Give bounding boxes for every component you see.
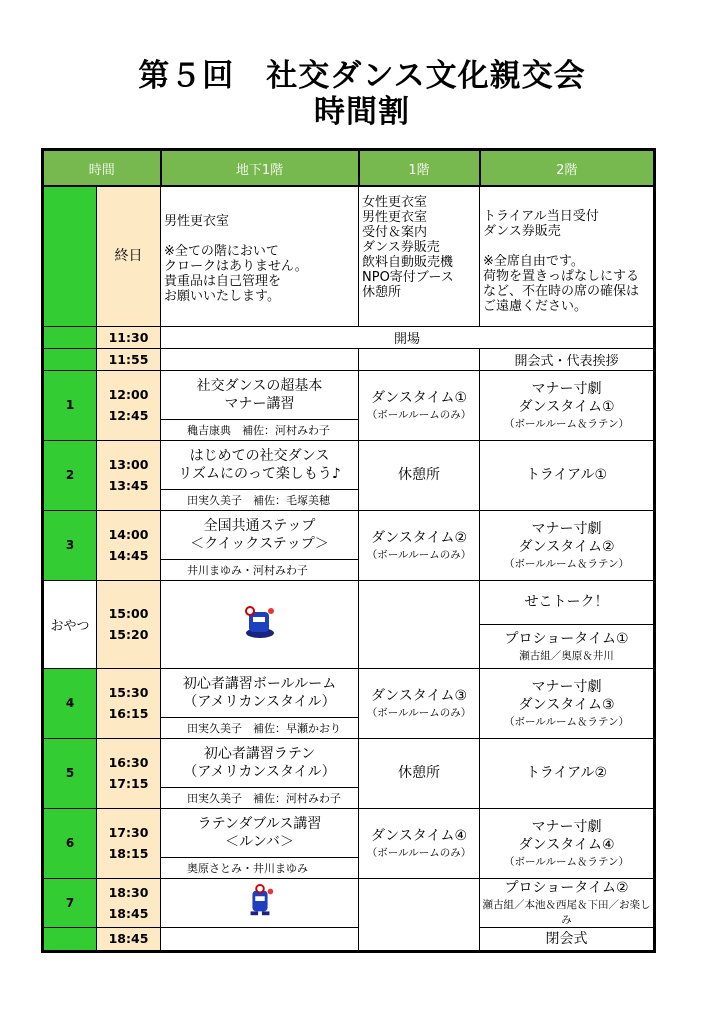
session-3-row	[43, 510, 655, 559]
allday-f1: 女性更衣室 男性更衣室 受付＆案内 ダンス券販売 飲料自動販売機 NPO寄付ブース 休憩所	[359, 186, 480, 326]
session-3-f1: ダンスタイム② （ボールルームのみ）	[359, 510, 480, 580]
opening-cell: 開場	[161, 326, 655, 348]
session-6-b1: ラテンダブルス講習 ＜ルンバ＞	[161, 808, 359, 857]
session-1-f2: マナー寸劇 ダンスタイム① （ボールルーム＆ラテン）	[480, 370, 655, 440]
session-1-b1: 社交ダンスの超基本 マナー講習	[161, 370, 359, 419]
session-2-f2: トライアル①	[480, 440, 655, 510]
session-5-f1: 休憩所	[359, 738, 480, 808]
session-5-staff: 田実久美子 補佐：河村みわ子	[161, 787, 359, 808]
row-1155	[43, 348, 655, 370]
opening-ceremony: 開会式・代表挨拶	[480, 348, 655, 370]
session-4-f2: マナー寸劇 ダンスタイム③ （ボールルーム＆ラテン）	[480, 668, 655, 738]
time-1155: 11:55	[97, 348, 161, 370]
session-7-row	[43, 878, 655, 927]
session-1-f1: ダンスタイム① （ボールルームのみ）	[359, 370, 480, 440]
time-1845: 18:45	[97, 927, 161, 951]
row-1845	[43, 927, 655, 951]
session-2-staff: 田実久美子 補佐：毛塚美穂	[161, 489, 359, 510]
seko-talk: せこトーク！	[480, 580, 655, 624]
session-6-number: 6	[43, 808, 97, 878]
time-1130: 11:30	[97, 326, 161, 348]
page-subtitle: 時間割	[314, 94, 410, 130]
session-4-time: 15:30 16:15	[97, 668, 161, 738]
timetable	[41, 148, 656, 953]
session-4-b1: 初心者講習ボールルーム （アメリカンスタイル）	[161, 668, 359, 717]
snack-row	[43, 580, 655, 624]
session-6-row	[43, 808, 655, 857]
header-time: 時間	[43, 150, 161, 187]
session-1-number: 1	[43, 370, 97, 440]
session-7-number: 7	[43, 878, 97, 927]
session-3-staff: 井川まゆみ・河村みわ子	[161, 559, 359, 580]
session-5-b1: 初心者講習ラテン （アメリカンスタイル）	[161, 738, 359, 787]
header-f1: 1階	[359, 150, 480, 187]
session-2-time: 13:00 13:45	[97, 440, 161, 510]
session-4-f1: ダンスタイム③ （ボールルームのみ）	[359, 668, 480, 738]
session-1-staff: 穐吉康典 補佐：河村みわ子	[161, 419, 359, 440]
session-2-row	[43, 440, 655, 489]
snack-b1	[161, 580, 359, 668]
snack-time: 15:00 15:20	[97, 580, 161, 668]
allday-label: 終日	[97, 186, 161, 326]
header-f2: 2階	[480, 150, 655, 187]
session-3-f2: マナー寸劇 ダンスタイム② （ボールルーム＆ラテン）	[480, 510, 655, 580]
session-4-number: 4	[43, 668, 97, 738]
session-7-b1	[161, 878, 359, 927]
page-title: 第５回 社交ダンス文化親交会	[138, 58, 586, 94]
allday-row	[43, 186, 655, 326]
session-5-number: 5	[43, 738, 97, 808]
session-5-f2: トライアル②	[480, 738, 655, 808]
snack-label: おやつ	[43, 580, 97, 668]
session-4-row	[43, 668, 655, 717]
session-3-number: 3	[43, 510, 97, 580]
allday-f2: トライアル当日受付 ダンス券販売 ※全席自由です。 荷物を置きっぱなしにする など、不在時の席の確保は ご遠慮ください。	[480, 186, 655, 326]
session-6-f2: マナー寸劇 ダンスタイム④ （ボールルーム＆ラテン）	[480, 808, 655, 878]
session-2-number: 2	[43, 440, 97, 510]
session-1-row	[43, 370, 655, 419]
pro-show-1: プロショータイム① 瀬古組／奥原＆井川	[480, 624, 655, 668]
session-6-f1: ダンスタイム④ （ボールルームのみ）	[359, 808, 480, 878]
session-6-staff: 奥原さとみ・井川まゆみ	[161, 857, 359, 878]
session-2-f1: 休憩所	[359, 440, 480, 510]
session-7-time: 18:30 18:45	[97, 878, 161, 927]
closing-ceremony: 閉会式	[480, 927, 655, 951]
session-3-b1: 全国共通ステップ ＜クイックステップ＞	[161, 510, 359, 559]
mascot-icon	[240, 603, 280, 641]
mascot-icon	[241, 883, 279, 919]
session-4-staff: 田実久美子 補佐：早瀬かおり	[161, 717, 359, 738]
session-5-time: 16:30 17:15	[97, 738, 161, 808]
header-row	[43, 150, 655, 187]
session-2-b1: はじめての社交ダンス リズムにのって楽しもう♪	[161, 440, 359, 489]
session-5-row	[43, 738, 655, 787]
allday-b1: 男性更衣室 ※全ての階において クロークはありません。 貴重品は自己管理を お願いいたします。	[161, 186, 359, 326]
pro-show-2: プロショータイム② 瀬古組／本池＆西尾＆下田／お楽しみ	[480, 878, 655, 927]
header-b1: 地下1階	[161, 150, 359, 187]
session-1-time: 12:00 12:45	[97, 370, 161, 440]
row-1130	[43, 326, 655, 348]
session-3-time: 14:00 14:45	[97, 510, 161, 580]
session-6-time: 17:30 18:15	[97, 808, 161, 878]
